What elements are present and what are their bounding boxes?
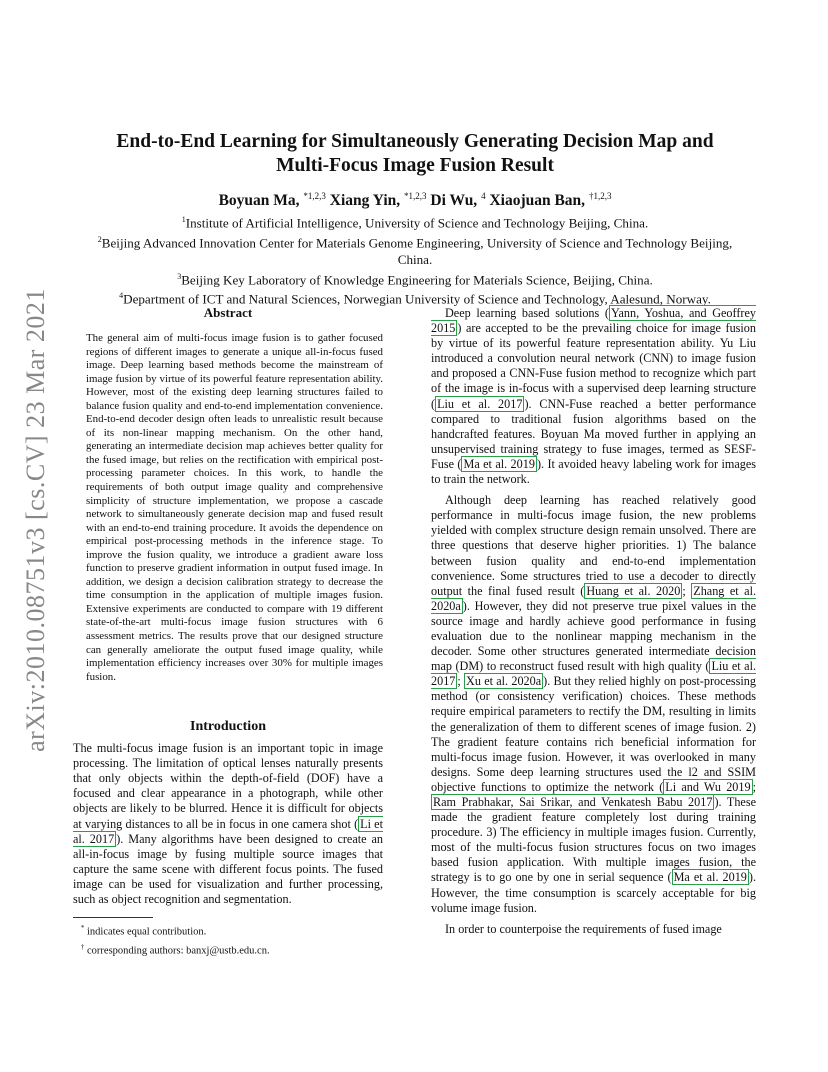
affiliation: $^1$Institute of Artificial Intelligence, University of Science and Technology Beijing, China.: [181, 215, 649, 231]
citation-link[interactable]: Li and Wu 2019: [665, 779, 751, 794]
citation-link[interactable]: Huang et al. 2020: [586, 583, 681, 598]
citation-link[interactable]: Li et al. 2017: [73, 816, 383, 846]
author-name: Xiaojuan Ban,: [489, 192, 586, 210]
body-paragraph: In order to counterpoise the requirements of fused image: [445, 921, 722, 936]
citation-link[interactable]: Ma et al. 2019: [463, 456, 535, 471]
body-paragraph: Although deep learning has reached relatively good performance in multi-focus image fusion, the new problems yielded with complex structure design remain unsolved. There are three questions that deserve higher priorities. 1) The balance between fusion quality and end-to-end implementation convenience. Some structures tried to use a decoder to directly output the final fused result ( Huang et al. 2020 ; Zhang et al. 2020a ). However, they did not preserve true pixel values in the source image and hardly achieve good performance in fusing evaluation due to the nonlinear mapping mechanism in the decoder. Some other structures generated intermediate decision map (DM) to reconstruct fused result with high quality ( Liu et al. 2017 ; Xu et al. 2020a ). But they relied highly on post-processing method (or consistency verification) choices. These methods require empirical parameters to rectify the DM, resulting in limits the generalization of them to different scenes of image fusion. 2) The gradient feature contains rich beneficial information for multi-focus image fusion. However, it was overlooked in many designs. Some deep learning structures used the l2 and SSIM objective functions to optimize the network ( Li and Wu 2019 ; Ram Prabhakar, Sai Srikar, and Venkatesh Babu 2017 ). These made the gradient feature completely lost during training procedure. 3) The efficiency in multiple images fusion. Currently, most of the multi-focus fusion structures focus on two images based fusion application. With multiple images fusion, the strategy is to go one by one in serial sequence ( Ma et al. 2019 ). However, the time consumption is scarcely acceptable for big volume image fusion.: [431, 493, 757, 915]
introduction-section: [73, 719, 383, 907]
footnote-divider: [73, 917, 153, 918]
author-affil-marker: †1,2,3: [588, 191, 612, 201]
affiliations: [80, 212, 750, 308]
footnote: † corresponding authors: banxj@ustb.edu.cn.: [80, 942, 270, 956]
citation-link[interactable]: Yann, Yoshua, and Geoffrey 2015: [431, 306, 756, 336]
abstract-text: The general aim of multi-focus image fusion is to gather focused regions of different images to generate a unique all-in-focus fused image. Deep learning based methods become the mainstream of image fusion by virtue of its powerful feature representation ability. However, most of the existing deep learning structures failed to balance fusion quality and end-to-end implementation convenience. End-to-end decoder design often leads to unrealistic result because of its non-linear mapping mechanism. On the other hand, generating an intermediate decision map achieves better quality for the fused image, but relies on the rectification with empirical post-processing parameter choices. In this work, to handle the requirements of both output image quality and comprehensive simplicity of structure implementation, we propose a cascade network to simultaneously generate decision map and fused result with an end-to-end training procedure. It avoids the dependence on empirical post-processing methods in the inference stage. To improve the fusion quality, we introduce a gradient aware loss function to preserve gradient information in output fused image. In addition, we design a decision calibration strategy to decrease the time consumption in the application of multiple images fusion. Extensive experiments are conducted to compare with 19 different state-of-the-art multi-focus image fusion structures with 6 assessment metrics. The results prove that our designed structure can generally ameliorate the output fused image quality, while implementation efficiency increases over 30% for multiple images fusion.: [86, 332, 383, 683]
citation-link[interactable]: Liu et al. 2017: [431, 659, 757, 689]
body-paragraph: Deep learning based solutions ( Yann, Yoshua, and Geoffrey 2015 ) are accepted to be the prevailing choice for image fusion by virtue of its powerful feature representation ability. Yu Liu introduced a convolution neural network (CNN) to image fusion and proposed a CNN-Fuse fusion method to recognize which part of the image is in-focus with a supervised deep learning structure ( Liu et al. 2017 ). CNN-Fuse reached a better performance compared to traditional fusion algorithms based on the handcrafted features. Boyuan Ma moved further in applying an unsupervised training strategy to fuse images, termed as SESF-Fuse ( Ma et al. 2019 ). It avoided heavy labeling work for images to train the network.: [431, 306, 757, 487]
affiliation: $^3$Beijing Key Laboratory of Knowledge Engineering for Materials Science, Beijing, China.: [177, 271, 653, 287]
affiliation: $^2$Beijing Advanced Innovation Center for Materials Genome Engineering, University of Science and Technology Beijing, China.: [97, 234, 733, 267]
arxiv-id: arXiv:2010.08751v3 [cs.CV] 23 Mar 2021: [21, 288, 50, 752]
intro-paragraph: The multi-focus image fusion is an important topic in image processing. The limitation of optical lenses naturally presents that only objects within the depth-of-field (DOF) have a focused and clear appearance in a photograph, while other objects are likely to be blurred. Hence it is difficult for objects at varying distances to all be in focus in one camera shot ( Li et al. 2017 ). Many algorithms have been designed to create an all-in-focus image by fusing multiple source images that capture the same scene with different focus points. The fused image can be used for visualization and further processing, such as object recognition and segmentation.: [73, 741, 383, 907]
citation-link[interactable]: Ma et al. 2019: [673, 870, 747, 885]
arxiv-sidebar-stamp: [16, 280, 56, 760]
footnote: * indicates equal contribution.: [80, 924, 207, 938]
author-list: [80, 191, 750, 210]
footnotes: [73, 921, 383, 958]
author-name: Boyuan Ma,: [218, 192, 300, 210]
citation-link[interactable]: Liu et al. 2017: [437, 396, 523, 411]
abstract-heading-wrap: [73, 305, 383, 320]
author-affil-marker: *1,2,3: [303, 191, 326, 201]
author-name: Di Wu,: [430, 192, 478, 210]
abstract-heading: Abstract: [203, 305, 253, 320]
citation-link[interactable]: Zhang et al. 2020a: [431, 583, 757, 613]
citation-link[interactable]: Xu et al. 2020a: [466, 674, 542, 689]
right-column: [431, 306, 756, 937]
paper-title: End-to-End Learning for Simultaneously Generating Decision Map and Multi-Focus Image Fusion Result: [116, 131, 714, 176]
affiliation: $^4$Department of ICT and Natural Sciences, Norwegian University of Science and Technology, Aalesund, Norway.: [119, 291, 711, 307]
introduction-heading: Introduction: [190, 719, 266, 734]
author-affil-marker: 4: [481, 191, 486, 201]
author-name: Xiang Yin,: [329, 192, 401, 210]
citation-link[interactable]: Ram Prabhakar, Sai Srikar, and Venkatesh Babu 2017: [433, 795, 713, 809]
author-affil-marker: *1,2,3: [404, 191, 427, 201]
